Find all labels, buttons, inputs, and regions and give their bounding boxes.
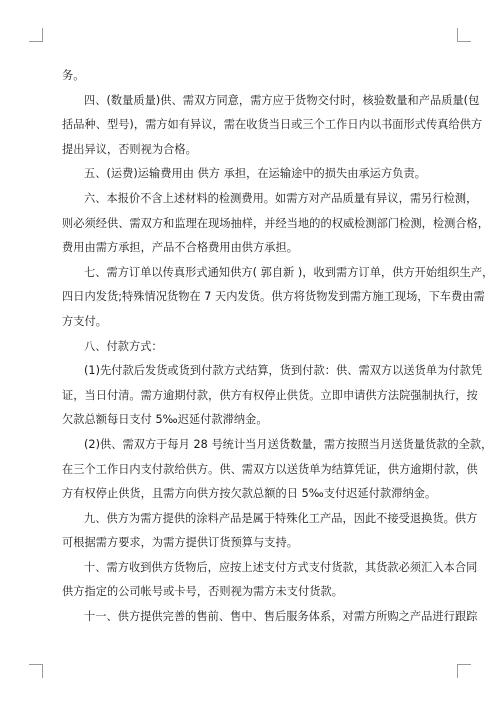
text-line: 可根据需方要求，为需方提供订货预算与支持。 bbox=[62, 536, 298, 550]
text-line: 欠款总额每日支付 5‰迟延付款滞纳金。 bbox=[62, 413, 268, 427]
text-line: 则必须经供、需双方和监理在现场抽样，并经当地的的权威检测部门检测，检测合格， bbox=[62, 216, 490, 230]
crop-mark-top-left-h bbox=[29, 41, 43, 42]
crop-mark-top-left-v bbox=[42, 28, 43, 42]
crop-mark-bottom-right-v bbox=[457, 664, 458, 678]
crop-mark-bottom-left-h bbox=[29, 664, 43, 665]
text-line: 十、需方收到供方货物后，应按上述支付方式支付货款，其货款必须汇入本合同 bbox=[84, 560, 478, 574]
text-line: 四日内发货;特殊情况货物在 7 天内发货。供方将货物发到需方施工现场，下车费由需 bbox=[62, 290, 485, 304]
text-line: (2)供、需双方于每月 28 号统计当月送货数量，需方按照当月送货量货款的全款， bbox=[84, 437, 493, 451]
text-line: (1)先付款后发货或货到付款方式结算，货到付款：供、需双方以送货单为付款凭 bbox=[84, 364, 483, 378]
text-line: 提出异议，否则视为合格。 bbox=[62, 142, 197, 156]
text-line: 括品种、型号)，需方如有异议，需在收货当日或三个工作日内以书面形式传真给供方 bbox=[62, 118, 483, 132]
text-line: 八、付款方式： bbox=[84, 339, 163, 353]
text-line: 供方指定的公司帐号或卡号，否则视为需方未支付货款。 bbox=[62, 585, 343, 599]
crop-mark-top-right-v bbox=[457, 28, 458, 42]
text-line: 务。 bbox=[62, 69, 85, 82]
text-line: 方支付。 bbox=[62, 314, 107, 328]
text-line: 九、供方为需方提供的涂料产品是属于特殊化工产品，因此不接受退换货。供方 bbox=[84, 511, 478, 525]
text-line: 七、需方订单以传真形式通知供方( 郭自新 )，收到需方订单，供方开始组织生产， bbox=[84, 265, 494, 279]
text-line: 五、(运费)运输费用由 供方 承担，在运输途中的损失由承运方负责。 bbox=[84, 167, 426, 181]
crop-mark-bottom-left-v bbox=[42, 664, 43, 678]
text-line: 方有权停止供货，且需方向供方按欠款总额的日 5‰支付迟延付款滞纳金。 bbox=[62, 487, 437, 501]
crop-mark-top-right-h bbox=[457, 41, 471, 42]
text-line: 证，当日付清。需方逾期付款，供方有权停止供货。立即申请供方法院强制执行，按 bbox=[62, 388, 478, 402]
text-line: 十一、供方提供完善的售前、售中、售后服务体系，对需方所购之产品进行跟踪 bbox=[84, 610, 478, 624]
text-line: 在三个工作日内支付款给供方。供、需双方以送货单为结算凭证，供方逾期付款，供 bbox=[62, 462, 478, 476]
document-body bbox=[62, 64, 494, 630]
crop-mark-bottom-right-h bbox=[457, 664, 471, 665]
text-line: 费用由需方承担，产品不合格费用由供方承担。 bbox=[62, 241, 298, 255]
text-line: 四、(数量质量)供、需双方同意，需方应于货物交付时，核验数量和产品质量(包 bbox=[84, 93, 480, 107]
text-line: 六、本报价不含上述材料的检测费用。如需方对产品质量有异议，需另行检测， bbox=[84, 191, 478, 205]
